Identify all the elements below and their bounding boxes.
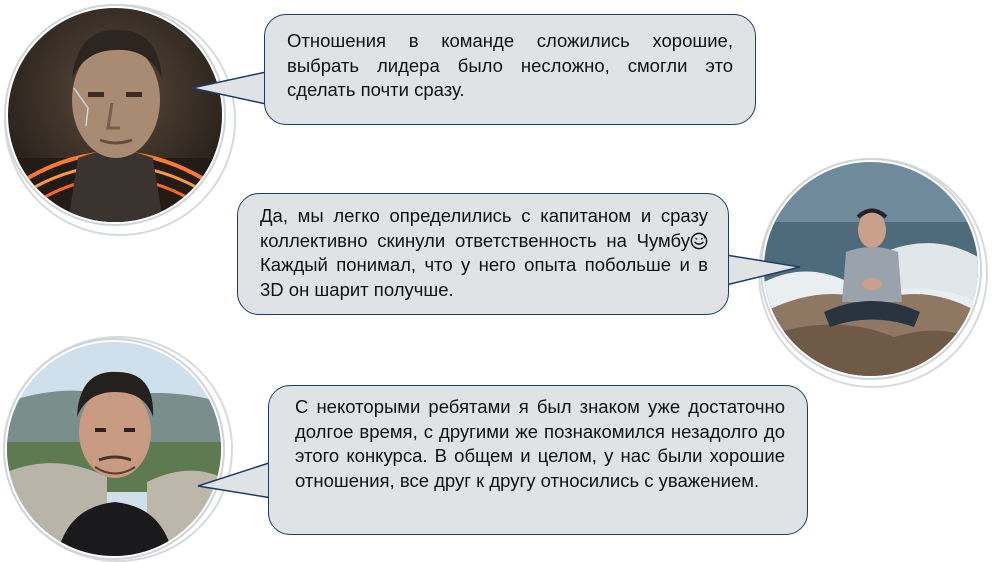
person-mountain-portrait-icon	[7, 342, 221, 556]
message-bubble-3	[268, 385, 808, 535]
bubble-tail-3	[196, 460, 276, 504]
message-bubble-1	[264, 14, 756, 125]
bubble-tail-1	[190, 70, 270, 110]
message-text-2-part-1: Да, мы легко определились с капитаном и сразу коллективно скинули ответственность на Чумбу	[260, 205, 708, 251]
avatar-1	[8, 8, 222, 222]
bubble-tail-2	[722, 253, 802, 293]
message-text-2	[260, 204, 708, 302]
avatar-3	[7, 342, 221, 556]
message-text-2-part-2: Каждый понимал, что у него опыта побольше и в 3D он шарит получше.	[260, 254, 708, 300]
message-text-3: С некоторыми ребятами я был знаком уже достаточно долгое время, с другими же познакомился незадолго до этого конкурса. В общем и целом, у нас были хорошие отношения, все друг к другу относились с уважением.	[295, 396, 785, 491]
grinning-sweat-emoji-icon	[690, 232, 708, 250]
message-bubble-2	[237, 193, 729, 315]
person-cyborg-portrait-icon	[8, 8, 222, 222]
message-text-1: Отношения в команде сложились хорошие, выбрать лидера было несложно, смогли это сделать почти сразу.	[287, 30, 733, 100]
